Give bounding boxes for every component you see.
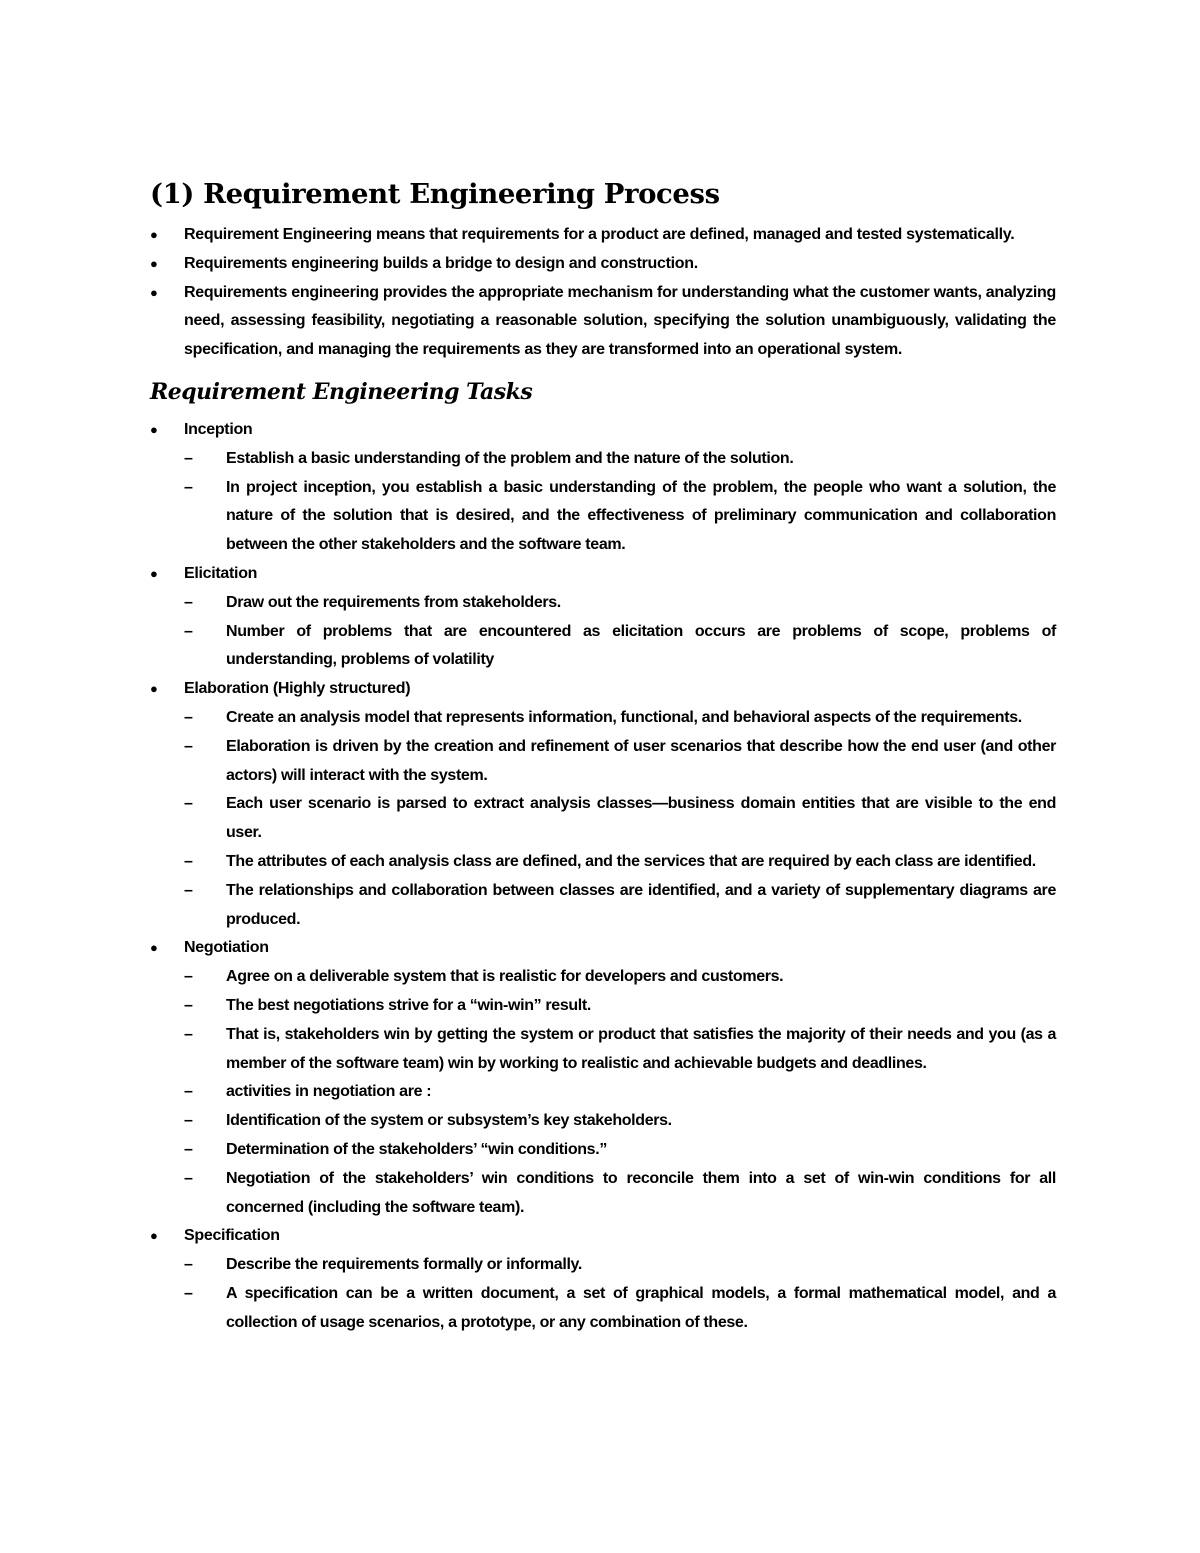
subitem xyxy=(184,704,1056,733)
intro-bullet xyxy=(150,279,1056,365)
task-note: (Highly structured) xyxy=(272,680,411,698)
intro-list xyxy=(150,221,1056,365)
dash-icon xyxy=(184,445,214,474)
subitem xyxy=(184,1136,1056,1165)
bullet-icon xyxy=(150,934,160,963)
task-subitems xyxy=(184,445,1056,560)
subitem xyxy=(184,1078,1056,1107)
document-content xyxy=(150,174,1056,1337)
task-item-elicitation xyxy=(150,560,1056,675)
task-subitems xyxy=(184,963,1056,1222)
intro-bullet xyxy=(150,250,1056,279)
dash-icon xyxy=(184,589,214,618)
subitem xyxy=(184,1280,1056,1338)
subitem-text: That is, stakeholders win by getting the system or product that satisfies the majority of their needs and you (as a member of the software team) win by working to realistic and achievable budgets and deadlines. xyxy=(226,1025,1056,1072)
subitem xyxy=(184,877,1056,935)
subitem-text: The attributes of each analysis class are defined, and the services that are required by each class are identified. xyxy=(226,852,1036,870)
subitem-text: Each user scenario is parsed to extract analysis classes—business domain entities that are visible to the end user. xyxy=(226,795,1056,842)
subitem xyxy=(184,992,1056,1021)
subitem xyxy=(184,1021,1056,1079)
subitem-text: Draw out the requirements from stakeholders. xyxy=(226,593,561,611)
task-item-negotiation xyxy=(150,934,1056,1222)
task-subitems xyxy=(184,1251,1056,1337)
subitem xyxy=(184,963,1056,992)
task-label: Elaboration xyxy=(184,680,269,698)
dash-icon xyxy=(184,992,214,1021)
subitem-text: Create an analysis model that represents information, functional, and behavioral aspects of the requirements. xyxy=(226,708,1022,726)
task-item-elaboration xyxy=(150,675,1056,934)
section-heading: Requirement Engineering Tasks xyxy=(150,378,533,405)
page-title: (1) Requirement Engineering Process xyxy=(150,178,720,210)
bullet-icon xyxy=(150,1222,160,1251)
dash-icon xyxy=(184,1021,214,1050)
subitem-text: Determination of the stakeholders’ “win conditions.” xyxy=(226,1140,607,1158)
task-label: Inception xyxy=(184,420,253,438)
dash-icon xyxy=(184,704,214,733)
dash-icon xyxy=(184,1251,214,1280)
task-item-inception xyxy=(150,416,1056,560)
subitem-text: A specification can be a written document, a set of graphical models, a formal mathematical model, and a collection of usage scenarios, a prototype, or any combination of these. xyxy=(226,1284,1056,1331)
subitem xyxy=(184,1251,1056,1280)
bullet-icon xyxy=(150,279,160,308)
subitem-text: Negotiation of the stakeholders’ win conditions to reconcile them into a set of win-win conditions for all concerned (including the software team). xyxy=(226,1169,1056,1216)
dash-icon xyxy=(184,1165,214,1194)
dash-icon xyxy=(184,790,214,819)
intro-bullet-text: Requirement Engineering means that requirements for a product are defined, managed and tested systematically. xyxy=(184,226,1015,243)
subitem-text: Describe the requirements formally or informally. xyxy=(226,1256,582,1274)
subitem-text: Number of problems that are encountered as elicitation occurs are problems of scope, problems of understanding, problems of volatility xyxy=(226,622,1056,669)
bullet-icon xyxy=(150,560,160,589)
task-label: Specification xyxy=(184,1227,280,1245)
subitem-text: The relationships and collaboration between classes are identified, and a variety of supplementary diagrams are produced. xyxy=(226,881,1056,928)
intro-bullet xyxy=(150,221,1056,250)
subitem-text: Identification of the system or subsystem’s key stakeholders. xyxy=(226,1112,672,1130)
intro-bullet-text: Requirements engineering provides the appropriate mechanism for understanding what the customer wants, analyzing need, assessing feasibility, negotiating a reasonable solution, specifying the solution unambiguously, validating the specification, and managing the requirements as they are transformed into an operational system. xyxy=(184,283,1056,359)
dash-icon xyxy=(184,877,214,906)
subitem xyxy=(184,733,1056,791)
dash-icon xyxy=(184,1078,214,1107)
dash-icon xyxy=(184,963,214,992)
dash-icon xyxy=(184,1136,214,1165)
subitem xyxy=(184,1165,1056,1223)
bullet-icon xyxy=(150,221,160,250)
subitem-text: Agree on a deliverable system that is realistic for developers and customers. xyxy=(226,968,784,986)
intro-bullet-text: Requirements engineering builds a bridge to design and construction. xyxy=(184,254,698,272)
subitem xyxy=(184,1107,1056,1136)
bullet-icon xyxy=(150,250,160,279)
subitem xyxy=(184,618,1056,676)
subitem-text: The best negotiations strive for a “win-win” result. xyxy=(226,996,591,1014)
dash-icon xyxy=(184,848,214,877)
task-subitems xyxy=(184,589,1056,675)
subitem xyxy=(184,445,1056,474)
subitem-text: Establish a basic understanding of the problem and the nature of the solution. xyxy=(226,449,794,467)
subitem xyxy=(184,589,1056,618)
dash-icon xyxy=(184,733,214,762)
dash-icon xyxy=(184,1280,214,1309)
task-label: Negotiation xyxy=(184,939,269,957)
bullet-icon xyxy=(150,416,160,445)
task-item-specification xyxy=(150,1222,1056,1337)
subitem-text: Elaboration is driven by the creation and refinement of user scenarios that describe how the end user (and other actors) will interact with the system. xyxy=(226,737,1056,784)
subitem-text: In project inception, you establish a basic understanding of the problem, the people who want a solution, the nature of the solution that is desired, and the effectiveness of preliminary communication and collaboration between the other stakeholders and the software team. xyxy=(226,478,1056,554)
dash-icon xyxy=(184,474,214,503)
subitem xyxy=(184,848,1056,877)
tasks-list xyxy=(150,416,1056,1338)
dash-icon xyxy=(184,618,214,647)
bullet-icon xyxy=(150,675,160,704)
task-subitems xyxy=(184,704,1056,934)
subitem xyxy=(184,790,1056,848)
subitem-text: activities in negotiation are : xyxy=(226,1083,432,1101)
dash-icon xyxy=(184,1107,214,1136)
subitem xyxy=(184,474,1056,560)
task-label: Elicitation xyxy=(184,564,258,582)
